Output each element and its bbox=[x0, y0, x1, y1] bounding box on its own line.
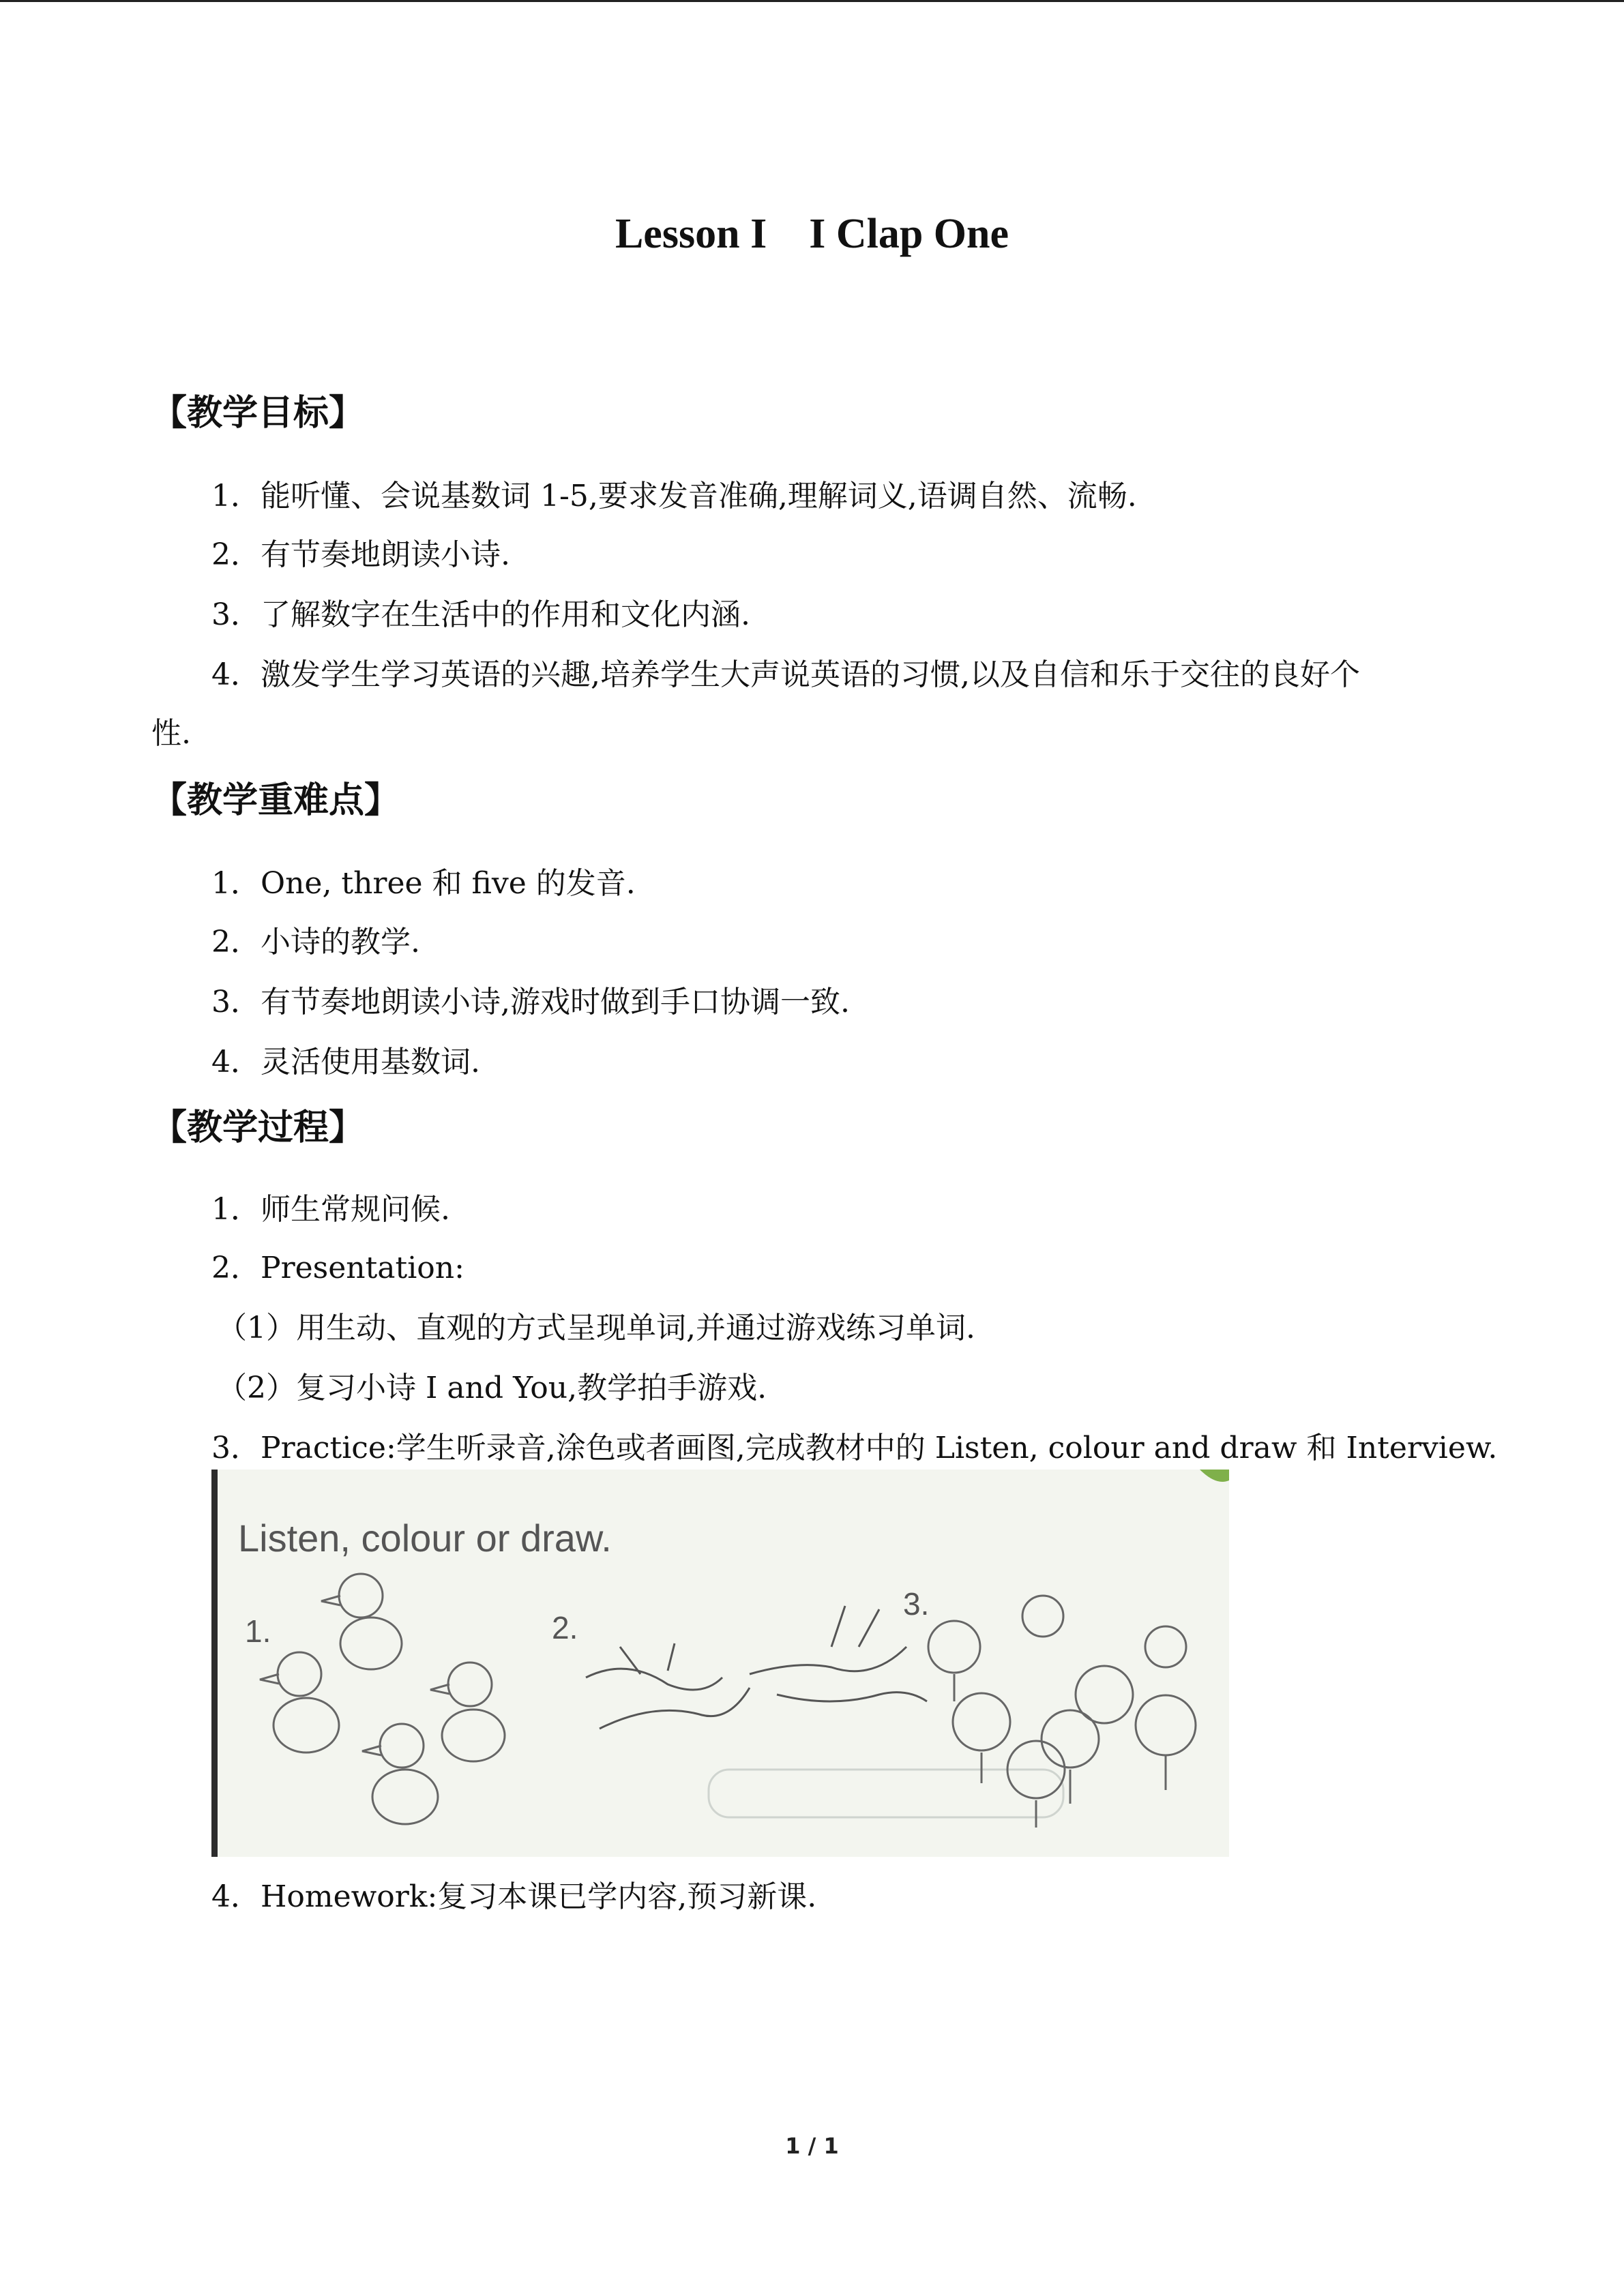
key-point-item-4: 4．灵活使用基数词. bbox=[211, 1045, 480, 1079]
process-subitem-1: （1）用生动、直观的方式呈现单词,并通过游戏练习单词. bbox=[217, 1311, 975, 1345]
page-top-border bbox=[0, 0, 1624, 2]
objective-item-4: 4．激发学生学习英语的兴趣,培养学生大声说英语的习惯,以及自信和乐于交往的良好个 bbox=[211, 657, 1360, 692]
textbook-illustration bbox=[211, 1470, 1229, 1857]
objective-item-2: 2．有节奏地朗读小诗. bbox=[211, 537, 510, 572]
key-point-item-1: 1．One, three 和 five 的发音. bbox=[211, 866, 636, 901]
ducks-drawing bbox=[260, 1574, 505, 1824]
page-number: 1 / 1 bbox=[785, 2133, 839, 2159]
process-item-3: 3．Practice:学生听录音,涂色或者画图,完成教材中的 Listen, colour and draw 和 Interview. bbox=[211, 1431, 1498, 1465]
key-point-item-2: 2．小诗的教学. bbox=[211, 925, 420, 959]
illustration-label-1: 1. bbox=[245, 1613, 271, 1649]
key-point-item-3: 3．有节奏地朗读小诗,游戏时做到手口协调一致. bbox=[211, 985, 850, 1019]
chicks-drawing bbox=[928, 1596, 1196, 1828]
leaf-decoration bbox=[1200, 1470, 1229, 1482]
process-item-1: 1．师生常规问候. bbox=[211, 1192, 450, 1227]
objective-item-3: 3．了解数字在生活中的作用和文化内涵. bbox=[211, 597, 750, 632]
process-subitem-2: （2）复习小诗 I and You,教学拍手游戏. bbox=[217, 1371, 767, 1405]
objective-item-1: 1．能听懂、会说基数词 1-5,要求发音准确,理解词义,语调自然、流畅. bbox=[211, 479, 1137, 513]
process-item-2: 2．Presentation: bbox=[211, 1251, 464, 1285]
birds-drawing bbox=[586, 1606, 927, 1729]
faded-speech-bubble bbox=[709, 1770, 1063, 1817]
section-heading-process: 【教学过程】 bbox=[151, 1107, 365, 1148]
section-heading-key-points: 【教学重难点】 bbox=[151, 779, 400, 821]
process-item-4: 4．Homework:复习本课已学内容,预习新课. bbox=[211, 1879, 817, 1914]
objective-item-4-cont: 性. bbox=[151, 716, 191, 751]
illustration-label-2: 2. bbox=[552, 1610, 578, 1645]
lesson-title: Lesson I I Clap One bbox=[615, 211, 1009, 257]
illustration-caption: Listen, colour or draw. bbox=[238, 1517, 612, 1560]
section-heading-objectives: 【教学目标】 bbox=[151, 392, 365, 434]
illustration-label-3: 3. bbox=[903, 1586, 930, 1622]
